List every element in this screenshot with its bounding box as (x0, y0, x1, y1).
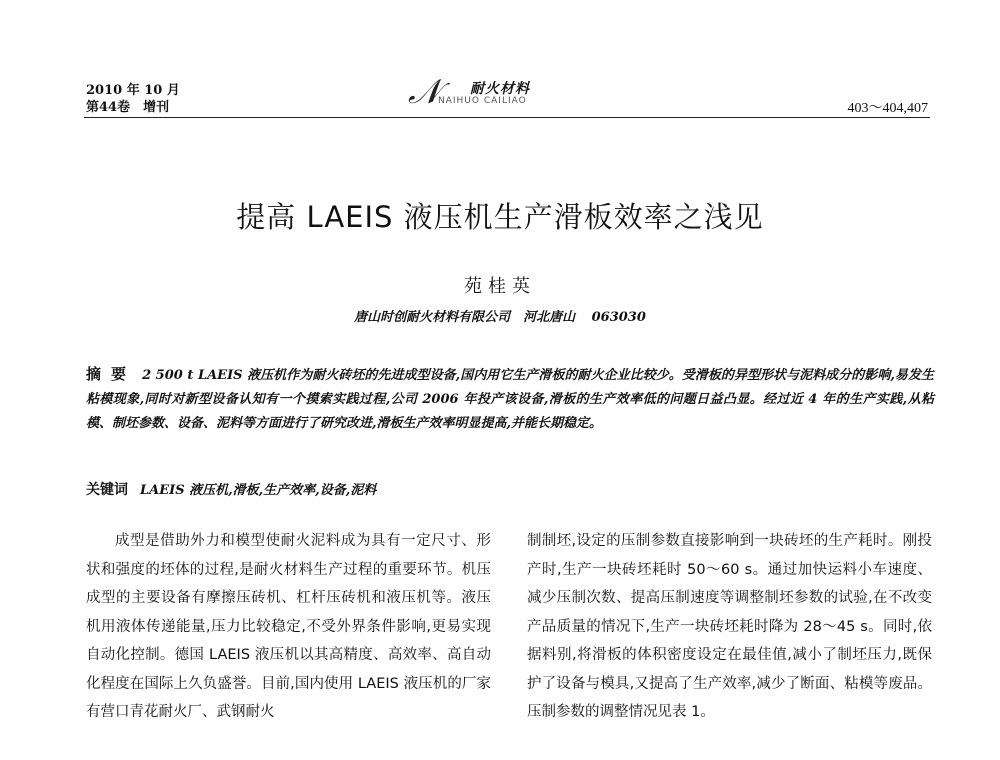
issue-date: 2010 年 10 月 (86, 83, 180, 98)
journal-logo (408, 72, 578, 112)
keywords (86, 479, 934, 499)
page-range: 403～404,407 (847, 101, 928, 116)
abstract-label: 摘要 (86, 365, 137, 383)
body-column-left: 成型是借助外力和模型使耐火泥料成为具有一定尺寸、形状和强度的坯体的过程,是耐火材料生产过程的重要环节。机压成型的主要设备有摩擦压砖机、杠杆压砖机和液压机等。液压机用液体传递能量,压力比较稳定,不受外界条件影响,更易实现自动化控制。德国 LAEIS 液压机以其高精度、高效率、高自动化程度在国际上久负盛誉。目前,国内使用 LAEIS 液压机的厂家有营口青花耐火厂、武钢耐火 (86, 533, 491, 720)
abstract (86, 362, 934, 436)
keywords-label: 关键词 (86, 482, 128, 498)
body-column-right: 制制坯,设定的压制参数直接影响到一块砖坯的生产耗时。刚投产时,生产一块砖坯耗时 50～60 s。通过加快运料小车速度、减少压制次数、提高压制速度等调整制坯参数的试验,在不改变产品质量的情况下,生产一块砖坯耗时降为 28～45 s。同时,依据料别,将滑板的体积密度设定在最佳值,减小了制坯压力,既保护了设备与模具,又提高了生产效率,减少了断面、粘模等废品。压制参数的调整情况见表 1。 (527, 533, 932, 720)
paper-title: 提高 LAEIS 液压机生产滑板效率之浅见 (236, 200, 764, 234)
issue-volume: 第44卷 增刊 (86, 100, 170, 115)
journal-issue-info (86, 82, 180, 116)
journal-name-en: NAIHUO CAILIAO (438, 96, 527, 106)
header-rule (84, 117, 930, 118)
journal-name-cn: 耐火材料 (470, 81, 530, 97)
author-affiliation: 唐山时创耐火材料有限公司 河北唐山 063030 (354, 310, 646, 325)
journal-logo-mark-icon: 𝒩 (408, 72, 441, 112)
abstract-text: 2 500 t LAEIS 液压机作为耐火砖坯的先进成型设备,国内用它生产滑板的耐火企业比较少。受滑板的异型形状与泥料成分的影响,易发生粘模现象,同时对新型设备认知有一个摸索实践过程,公司 2006 年投产该设备,滑板的生产效率低的问题日益凸显。经过近 4 年的生产实践,从粘模、制坯参数、设备、泥料等方面进行了研究改进,滑板生产效率明显提高,并能长期稳定。 (86, 368, 934, 431)
author-name: 苑桂英 (464, 276, 536, 297)
keywords-text: LAEIS 液压机,滑板,生产效率,设备,泥料 (140, 483, 377, 498)
